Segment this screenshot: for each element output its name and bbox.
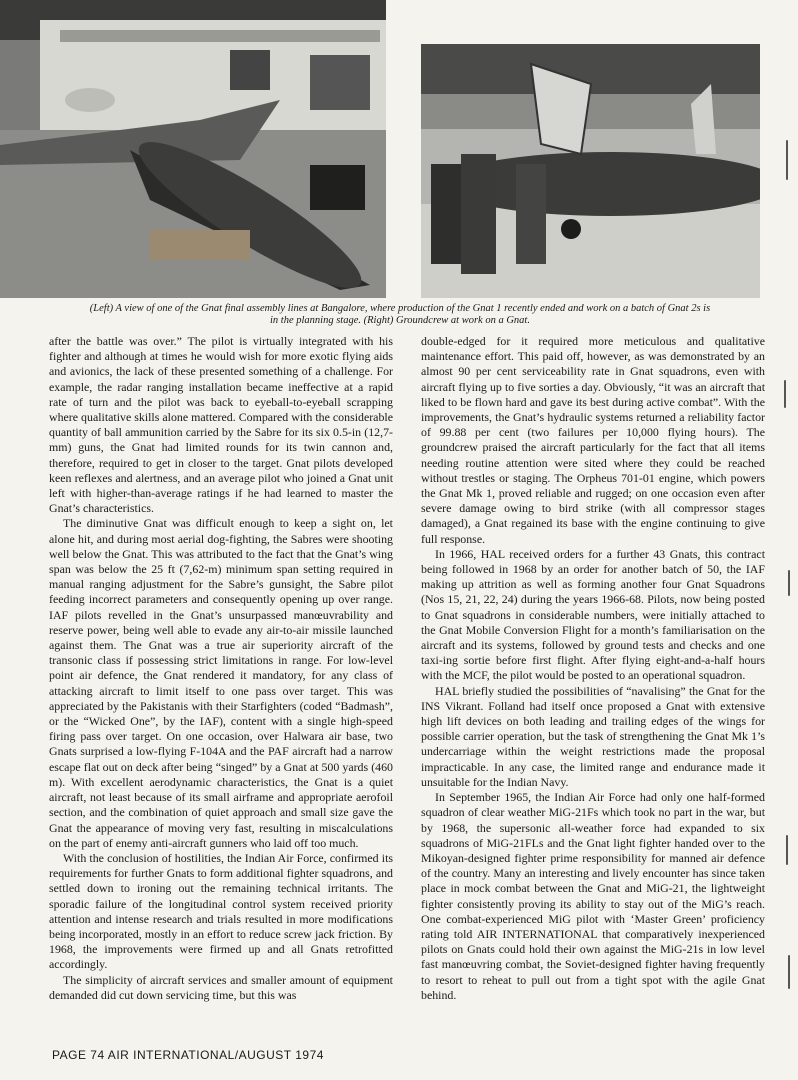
paragraph: In September 1965, the Indian Air Force had only one half-formed squadron of clear weather MiG-21Fs which took no part in the war, but by 1968, the supersonic all-weather force had expanded to six squadrons of MiG-21FLs and the Gnat light fighter handed over to the Mikoyan-designed fighter prime responsibility for manned air defence of the country. Many an interesting and lively encounter has since taken place in mock combat between the Gnat and MiG-21, the lightweight fighter consistently proving its ability to stay out of the MiG’s reach. One combat-experienced MiG pilot with ‘Master Green’ proficiency rating told AIR INTERNATIONAL that comparatively inexperienced pilots on Gnats could hold their own against the MiG-21s in low level fast manœuvring combat, the Soviet-designed fighter having frequently to resort to reheat to pull out from a tight spot with the agile Gnat behind. bbox=[421, 790, 765, 1002]
groundcrew-photo bbox=[421, 44, 760, 298]
page-footer: PAGE 74 AIR INTERNATIONAL/AUGUST 1974 bbox=[52, 1048, 324, 1062]
assembly-line-photo bbox=[0, 0, 386, 298]
margin-mark bbox=[788, 955, 790, 989]
margin-mark bbox=[786, 835, 788, 865]
right-text-column bbox=[421, 334, 765, 1003]
paragraph: The diminutive Gnat was difficult enough to keep a sight on, let alone hit, and during most aerial dog-fighting, the Sabres were shooting well below the Gnat. This was attributed to the fact that the Gnat’s wing span was below the 25 ft (7,62-m) minimum span setting required in manual ranging adjustment for the Sabre’s gunsight, the Sabre pilot feeding incorrect parameters and consequently opening up over range. IAF pilots revelled in the Gnat’s unsurpassed manœuvrability and reserve power, being well able to evade any air-to-air missile launched against them. The Gnat was a true air superiority aircraft of the transonic class if possessing strict limitations in range. For low-level point air defence, the Gnat rendered it mandatory, for any class of attacking aircraft to limit itself to one pass over target. This was appreciated by the Pakistanis with their Starfighters (coded “Badmash”, or the “Wicked One”, by the IAF), content with a single high-speed firing pass over target. On one occasion, over Halwara air base, two Gnats surprised a low-flying F-104A and the PAF aircraft had a narrow escape flat out on deck after being “singed” by a Gnat at 500 yards (460 m). With excellent aerodynamic characteristics, the Gnat is a quiet aircraft, not least because of its small airframe and appropriate aerofoil section, and the combination of quiet approach and small size gave the Gnat the appearance of moving very fast, resulting in miscalculations on the part of enemy anti-aircraft gunners who laid off too much. bbox=[49, 516, 393, 850]
margin-mark bbox=[784, 380, 786, 408]
paragraph: HAL briefly studied the possibilities of “navalising” the Gnat for the INS Vikrant. Folland had itself once proposed a Gnat with extensive high lift devices on both leading and trailing edges of the wings for possible carrier operation, but the task of strengthening the Gnat Mk 1’s undercarriage within the weight restrictions made the proposal impracticable. In any case, the limited range and endurance made it unsuitable for the Indian Navy. bbox=[421, 683, 765, 789]
assembly-line-image bbox=[0, 0, 386, 298]
margin-mark bbox=[788, 570, 790, 596]
paragraph: The simplicity of aircraft services and smaller amount of equipment demanded did cut down servicing time, but this was bbox=[49, 972, 393, 1002]
paragraph: after the battle was over.” The pilot is virtually integrated with his fighter and although at times he would wish for more exotic flying aids and avionics, the lack of these presented something of a challenge. For example, the radar ranging installation became ineffective at a rapid rate of turn and the pilot was back to eyeball-to-eyeball scrapping where qualitative skills alone mattered. Compared with the considerable quantity of ball ammunition carried by the Sabre for its six 0.5-in (12,7-mm) guns, the Gnat had limited rounds for its twin cannon and, therefore, required to get in closer to the target. Gnat pilots developed keen reflexes and alertness, and an average pilot who joined a Gnat unit left with higher-than-average ratings if he had learned to master the Gnat’s characteristics. bbox=[49, 334, 393, 516]
paragraph: double-edged for it required more meticulous and qualitative maintenance effort. This paid off, however, as was demonstrated by an almost 90 per cent serviceability rate in Gnat squadrons, even with aircraft flying up to five sorties a day. Obviously, “it was an aircraft that liked to be flown hard and gave its best during active combat”. With the improvements, the Gnat’s hydraulic systems returned a reliability factor of 99.88 per cent (two failures per 10,000 flying hours). The groundcrew praised the aircraft particularly for the fact that all items needing routine attention were sited where they could be reached without trestles or staging. The Orpheus 701-01 engine, which powers the Gnat Mk 1, proved reliable and rugged; on one occasion even after severe damage owing to bird strike (with all compressor stages damaged), a Gnat regained its base with the engine continuing to give full response. bbox=[421, 334, 765, 546]
caption-line-1: (Left) A view of one of the Gnat final assembly lines at Bangalore, where production of the Gnat 1 recently ended and work on a batch of Gnat 2s is bbox=[89, 303, 711, 314]
caption-line-2: in the planning stage. (Right) Groundcrew at work on a Gnat. bbox=[270, 315, 530, 326]
left-text-column bbox=[49, 334, 393, 1003]
paragraph: With the conclusion of hostilities, the Indian Air Force, confirmed its requirements for further Gnats to form additional fighter squadrons, and settled down to ironing out the remaining technical irritants. The sporadic failure of the longitudinal control system received priority attention and intense research and trials resulted in more modifications being incorporated, mostly in an effort to reduce screw jack friction. By 1968, the improvements were firmed up and all Gnats retrofitted accordingly. bbox=[49, 850, 393, 972]
margin-mark bbox=[786, 140, 788, 180]
paragraph: In 1966, HAL received orders for a further 43 Gnats, this contract being followed in 1968 by an order for another batch of 50, the IAF making up attrition as well as forming another four Gnat Squadrons (Nos 15, 21, 22, 24) during the years 1966-68. Pilots, now being posted to Gnat squadrons in considerable numbers, were initially attached to the Gnat Mobile Conversion Flight for a month’s familiarisation on the aircraft and its systems, followed by ground tests and checks and one taxi-ing sortie before first flight. After flying eight-and-a-half hours with the MCF, the pilot would be posted to an operational squadron. bbox=[421, 546, 765, 683]
groundcrew-image bbox=[421, 44, 760, 298]
photo-caption bbox=[30, 303, 770, 327]
